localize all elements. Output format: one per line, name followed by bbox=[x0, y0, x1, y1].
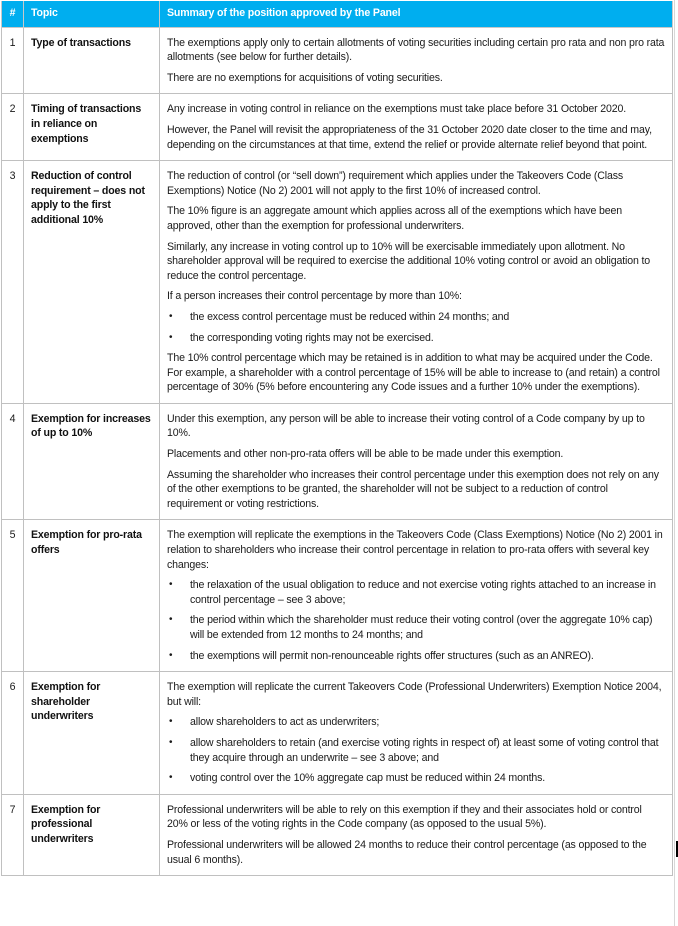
bullet-icon: • bbox=[169, 331, 173, 343]
bullet-text: the period within which the shareholder must reduce their voting control (over the aggregate 10% cap) will be extended from 12 months to 24 months; and bbox=[190, 614, 653, 641]
bullet-icon: • bbox=[169, 579, 173, 591]
summary-paragraph: There are no exemptions for acquisitions of voting securities. bbox=[167, 71, 443, 84]
row-number: 3 bbox=[2, 161, 24, 404]
bullet-text: allow shareholders to act as underwriters; bbox=[190, 716, 380, 729]
row-number: 5 bbox=[2, 520, 24, 672]
bullet-list bbox=[167, 715, 665, 785]
bullet-icon: • bbox=[169, 772, 173, 784]
row-topic: Exemption for increases of up to 10% bbox=[24, 403, 160, 520]
column-header-summary: Summary of the position approved by the Panel bbox=[160, 1, 673, 27]
bullet-item bbox=[167, 331, 665, 346]
row-summary bbox=[160, 161, 673, 404]
summary-paragraph: Professional underwriters will be able to rely on this exemption if they and their associates hold or control 20% or less of the voting rights in the Code company (as opposed to the usual 5%). bbox=[167, 803, 642, 831]
bullet-item bbox=[167, 310, 665, 325]
row-topic: Reduction of control requirement – does not apply to the first additional 10% bbox=[24, 161, 160, 404]
summary-paragraph: Placements and other non-pro-rata offers will be able to be made under this exemption. bbox=[167, 448, 564, 461]
bullet-icon: • bbox=[169, 716, 173, 728]
summary-paragraph: The reduction of control (or “sell down”) requirement which applies under the Takeovers Code (Class Exemptions) Notice (No 2) 2001 will not apply to the first 10% of increased control. bbox=[167, 170, 624, 197]
summary-paragraph: If a person increases their control percentage by more than 10%: bbox=[167, 290, 462, 303]
row-summary bbox=[160, 94, 673, 161]
row-topic: Exemption for shareholder underwriters bbox=[24, 672, 160, 795]
summary-paragraph: The 10% figure is an aggregate amount which applies across all of the exemptions which have been approved, other than the exemption for professional underwriters. bbox=[167, 205, 622, 232]
column-header-number: # bbox=[2, 1, 24, 27]
bullet-item bbox=[167, 715, 665, 730]
bullet-item bbox=[167, 736, 665, 765]
bullet-icon: • bbox=[169, 736, 173, 748]
bullet-icon: • bbox=[169, 310, 173, 322]
bullet-icon: • bbox=[169, 649, 173, 661]
table-header-row bbox=[2, 1, 673, 27]
bullet-item bbox=[167, 578, 665, 607]
summary-paragraph: Similarly, any increase in voting control up to 10% will be exercisable immediately upon allotment. No shareholder approval will be required to exercise the additional 10% voting control or avoid an obligation to reduce the control percentage. bbox=[167, 240, 651, 282]
bullet-text: the exemptions will permit non-renounceable rights offer structures (such as an ANREO). bbox=[190, 649, 594, 662]
row-summary bbox=[160, 672, 673, 795]
summary-paragraph: Professional underwriters will be allowed 24 months to reduce their control percentage (as opposed to the usual 6 months). bbox=[167, 838, 647, 866]
summary-paragraph: Assuming the shareholder who increases their control percentage under this exemption does not rely on any of the other exemptions to be granted, the shareholder will not be subject to a reduction of control requirement or voting restrictions. bbox=[167, 468, 659, 510]
row-number: 7 bbox=[2, 794, 24, 875]
bullet-icon: • bbox=[169, 614, 173, 626]
row-number: 6 bbox=[2, 672, 24, 795]
summary-paragraph: However, the Panel will revisit the appropriateness of the 31 October 2020 date closer to the time and may, depending on the circumstances at that time, extend the relief or provide alternate relief beyond that point. bbox=[167, 123, 652, 151]
row-summary bbox=[160, 27, 673, 94]
row-topic: Type of transactions bbox=[24, 27, 160, 94]
bullet-text: the corresponding voting rights may not be exercised. bbox=[190, 331, 434, 344]
table-row bbox=[2, 403, 673, 520]
row-summary bbox=[160, 520, 673, 672]
panel-position-summary-table bbox=[1, 1, 673, 876]
row-number: 4 bbox=[2, 403, 24, 520]
page-right-edge bbox=[674, 0, 675, 926]
bullet-list bbox=[167, 578, 665, 663]
row-summary bbox=[160, 403, 673, 520]
table-row bbox=[2, 520, 673, 672]
summary-paragraph: The exemption will replicate the exemptions in the Takeovers Code (Class Exemptions) Notice (No 2) 2001 in relation to shareholders who increase their control percentage in relation to pro-rata offers with several key changes: bbox=[167, 529, 663, 571]
bullet-item bbox=[167, 649, 665, 664]
row-topic: Timing of transactions in reliance on exemptions bbox=[24, 94, 160, 161]
summary-paragraph: The exemption will replicate the current Takeovers Code (Professional Underwriters) Exemption Notice 2004, but will: bbox=[167, 681, 662, 708]
table-body bbox=[2, 27, 673, 876]
table-row bbox=[2, 27, 673, 94]
summary-paragraph: Any increase in voting control in reliance on the exemptions must take place before 31 October 2020. bbox=[167, 103, 627, 116]
table-row bbox=[2, 672, 673, 795]
bullet-text: the excess control percentage must be reduced within 24 months; and bbox=[190, 310, 510, 323]
bullet-text: voting control over the 10% aggregate cap must be reduced within 24 months. bbox=[190, 772, 546, 785]
summary-paragraph: The 10% control percentage which may be retained is in addition to what may be acquired under the Code. For example, a shareholder with a control percentage of 15% will be able to increase to (and retain) a control percentage of 30% (5% before encountering any Code issues and a further 10% under the exemptions). bbox=[167, 352, 660, 394]
bullet-item bbox=[167, 613, 665, 642]
summary-paragraph: The exemptions apply only to certain allotments of voting securities including certain pro rata and non pro rata allotments (see below for further details). bbox=[167, 36, 665, 64]
bullet-text: the relaxation of the usual obligation to reduce and not exercise voting rights attached to an increase in control percentage – see 3 above; bbox=[190, 579, 656, 606]
summary-paragraph: Under this exemption, any person will be able to increase their voting control of a Code company by up to 10%. bbox=[167, 412, 645, 440]
table-row bbox=[2, 794, 673, 875]
row-summary bbox=[160, 794, 673, 875]
table-row bbox=[2, 161, 673, 404]
column-header-topic: Topic bbox=[24, 1, 160, 27]
row-number: 1 bbox=[2, 27, 24, 94]
table-row bbox=[2, 94, 673, 161]
bullet-text: allow shareholders to retain (and exercise voting rights in respect of) at least some of voting control that they acquire through an underwrite – see 3 above; and bbox=[190, 736, 659, 764]
row-topic: Exemption for pro-rata offers bbox=[24, 520, 160, 672]
bullet-item bbox=[167, 771, 665, 786]
row-topic: Exemption for professional underwriters bbox=[24, 794, 160, 875]
row-number: 2 bbox=[2, 94, 24, 161]
bullet-list bbox=[167, 310, 665, 345]
